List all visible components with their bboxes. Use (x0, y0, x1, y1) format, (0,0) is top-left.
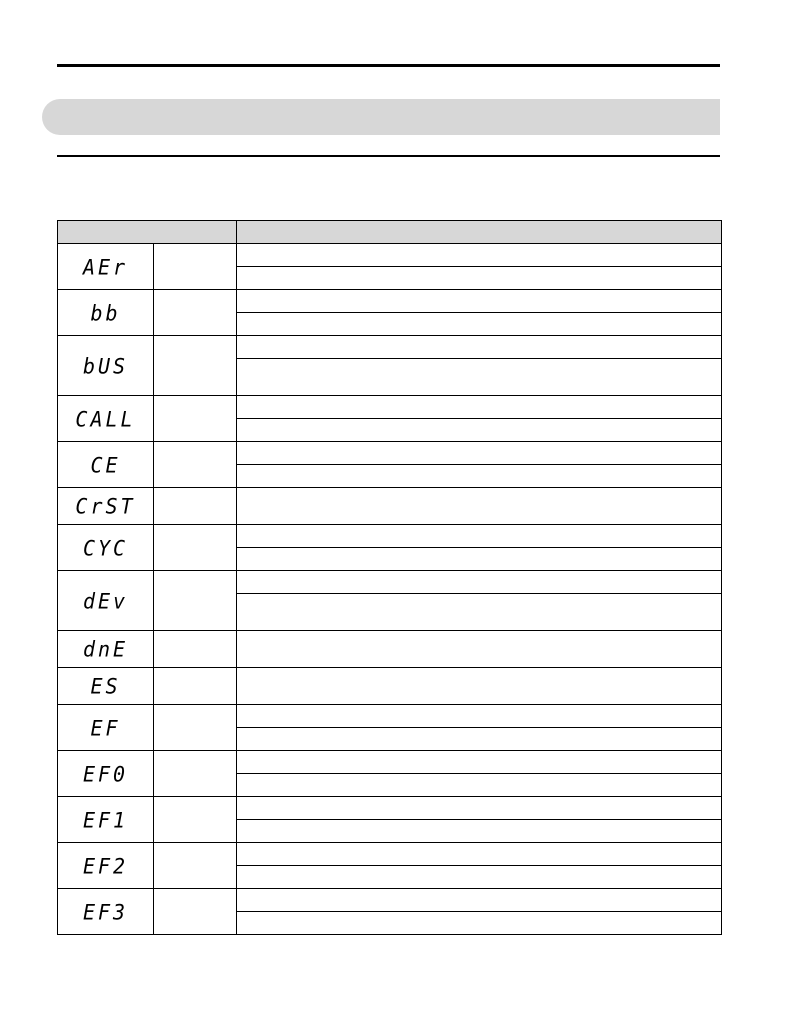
alarm-code: EF0 (82, 760, 129, 787)
alarm-description-cell (237, 419, 722, 442)
alarm-code: EF (90, 714, 121, 741)
table-row (58, 631, 722, 668)
alarm-code: CALL (75, 405, 136, 432)
header-code (58, 221, 237, 244)
alarm-code-cell (58, 797, 154, 843)
alarm-description-cell (237, 820, 722, 843)
header-description (237, 221, 722, 244)
alarm-description-cell (237, 889, 722, 912)
alarm-description-cell (237, 396, 722, 419)
alarm-description-cell (237, 336, 722, 359)
alarm-code-cell (58, 889, 154, 935)
alarm-description-cell (237, 465, 722, 488)
alarm-code-cell (58, 396, 154, 442)
alarm-code-cell (58, 631, 154, 668)
table-row (58, 571, 722, 594)
alarm-name-cell (154, 571, 237, 631)
alarm-description-cell (237, 442, 722, 465)
alarm-description-cell (237, 488, 722, 525)
table-row (58, 290, 722, 313)
alarm-description-cell (237, 594, 722, 631)
table-row (58, 396, 722, 419)
alarm-code-cell (58, 336, 154, 396)
table-header-row (58, 221, 722, 244)
alarm-name-cell (154, 797, 237, 843)
alarm-code-cell (58, 290, 154, 336)
table-row (58, 442, 722, 465)
table-row (58, 889, 722, 912)
alarm-code: CrST (75, 493, 136, 519)
table-row (58, 668, 722, 705)
alarm-name-cell (154, 488, 237, 525)
alarm-name-cell (154, 668, 237, 705)
alarm-code: AEr (82, 253, 129, 280)
alarm-code-cell (58, 244, 154, 290)
section-title-band (42, 99, 720, 135)
alarm-description-cell (237, 866, 722, 889)
alarm-description-cell (237, 797, 722, 820)
table-row (58, 525, 722, 548)
alarm-name-cell (154, 290, 237, 336)
alarm-description-cell (237, 728, 722, 751)
alarm-description-cell (237, 548, 722, 571)
alarm-description-cell (237, 359, 722, 396)
alarm-code: dEv (82, 587, 129, 614)
alarm-code: EF1 (82, 806, 129, 833)
alarm-code: CYC (82, 534, 129, 561)
table-row (58, 244, 722, 267)
table-row (58, 336, 722, 359)
alarm-code: bb (90, 299, 121, 326)
alarm-code: dnE (82, 636, 129, 662)
table-row (58, 751, 722, 774)
alarm-name-cell (154, 336, 237, 396)
alarm-description-cell (237, 774, 722, 797)
table-row (58, 488, 722, 525)
alarm-name-cell (154, 705, 237, 751)
alarm-code: bUS (82, 352, 129, 379)
alarm-description-cell (237, 313, 722, 336)
alarm-code-cell (58, 525, 154, 571)
alarm-description-cell (237, 244, 722, 267)
alarm-code-cell (58, 843, 154, 889)
alarm-code-cell (58, 751, 154, 797)
table-row (58, 705, 722, 728)
alarm-code-cell (58, 442, 154, 488)
alarm-description-cell (237, 290, 722, 313)
alarm-code-cell (58, 571, 154, 631)
alarm-name-cell (154, 631, 237, 668)
alarm-description-cell (237, 751, 722, 774)
alarm-description-cell (237, 571, 722, 594)
alarm-description-cell (237, 267, 722, 290)
top-rule (57, 64, 720, 67)
alarm-name-cell (154, 396, 237, 442)
alarm-name-cell (154, 889, 237, 935)
alarm-name-cell (154, 751, 237, 797)
alarm-code: CE (90, 451, 121, 478)
table-row (58, 843, 722, 866)
alarm-description-cell (237, 912, 722, 935)
alarm-name-cell (154, 442, 237, 488)
alarm-code-table (57, 220, 722, 935)
alarm-description-cell (237, 843, 722, 866)
table-row (58, 797, 722, 820)
alarm-code: EF3 (82, 898, 129, 925)
alarm-description-cell (237, 631, 722, 668)
alarm-name-cell (154, 244, 237, 290)
alarm-code-cell (58, 488, 154, 525)
alarm-code: EF2 (82, 852, 129, 879)
alarm-code-cell (58, 668, 154, 705)
alarm-code-cell (58, 705, 154, 751)
alarm-description-cell (237, 705, 722, 728)
alarm-description-cell (237, 668, 722, 705)
alarm-name-cell (154, 843, 237, 889)
alarm-name-cell (154, 525, 237, 571)
alarm-description-cell (237, 525, 722, 548)
section-rule (57, 155, 720, 157)
alarm-code: ES (90, 673, 121, 699)
